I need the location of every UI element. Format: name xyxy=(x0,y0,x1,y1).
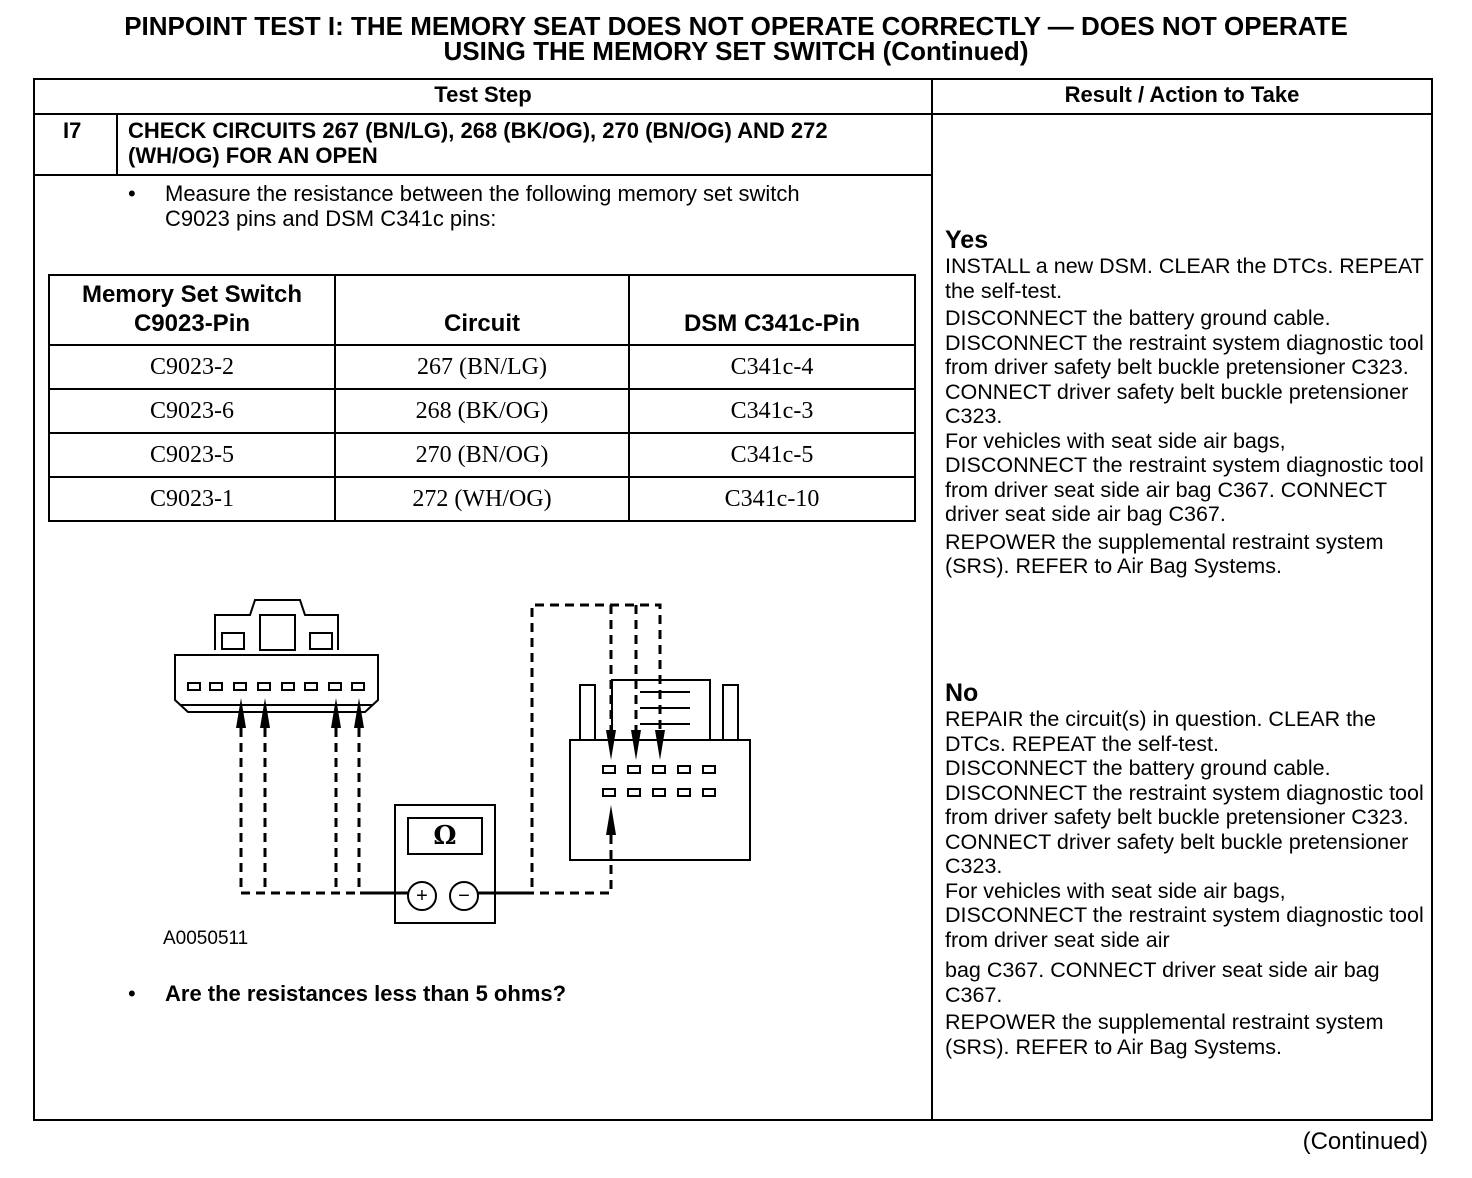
yes-paragraph: INSTALL a new DSM. CLEAR the DTCs. REPEAT the self-test. xyxy=(945,254,1424,303)
table-cell: C9023-5 xyxy=(49,433,335,477)
no-paragraph: For vehicles with seat side air bags, DISCONNECT the restraint system diagnostic tool from driver seat side air xyxy=(945,878,1424,952)
step-number: I7 xyxy=(63,118,82,143)
table-row xyxy=(49,389,915,433)
header-result-action: Result / Action to Take xyxy=(1064,82,1300,107)
yes-paragraph: For vehicles with seat side air bags, DISCONNECT the restraint system diagnostic tool from driver seat side air bag C367. CONNECT driver seat side air bag C367. xyxy=(945,428,1424,526)
title-line-1: PINPOINT TEST I: THE MEMORY SEAT DOES NOT OPERATE CORRECTLY — DOES NOT OPERATE xyxy=(124,11,1348,41)
table-row xyxy=(49,345,915,389)
pin-table-header: Memory Set Switch C9023-Pin xyxy=(49,275,335,345)
table-cell: C9023-1 xyxy=(49,477,335,521)
instruction-bullet xyxy=(128,181,865,231)
result-no xyxy=(945,679,1425,1059)
pin-table xyxy=(48,274,916,522)
question-bullet xyxy=(128,981,865,1006)
yes-paragraph: DISCONNECT the battery ground cable. DISCONNECT the restraint system diagnostic tool from driver safety belt buckle pretensioner C323. CONNECT driver safety belt buckle pretensioner C323. xyxy=(945,306,1424,428)
yes-paragraph: REPOWER the supplemental restraint system (SRS). REFER to Air Bag Systems. xyxy=(945,529,1384,578)
table-cell: 267 (BN/LG) xyxy=(335,345,629,389)
bullet-dot: • xyxy=(128,981,136,1006)
table-row xyxy=(49,477,915,521)
step-title: CHECK CIRCUITS 267 (BN/LG), 268 (BK/OG), 270 (BN/OG) AND 272 (WH/OG) FOR AN OPEN xyxy=(128,118,828,168)
result-yes xyxy=(945,226,1425,579)
no-paragraph: DISCONNECT the battery ground cable. DISCONNECT the restraint system diagnostic tool from driver safety belt buckle pretensioner C323. CONNECT driver safety belt buckle pretensioner C323. xyxy=(945,756,1424,878)
table-cell: C341c-10 xyxy=(629,477,915,521)
page-title xyxy=(0,11,1472,66)
table-cell: C341c-4 xyxy=(629,345,915,389)
table-cell: 272 (WH/OG) xyxy=(335,477,629,521)
header-test-step: Test Step xyxy=(434,82,532,107)
pin-table-header: DSM C341c-Pin xyxy=(629,275,915,345)
bullet-dot: • xyxy=(128,181,136,206)
no-paragraph: REPOWER the supplemental restraint system (SRS). REFER to Air Bag Systems. xyxy=(945,1010,1384,1059)
no-paragraph: REPAIR the circuit(s) in question. CLEAR the DTCs. REPEAT the self-test. xyxy=(945,707,1376,756)
pin-table-header: Circuit xyxy=(335,275,629,345)
table-cell: 268 (BK/OG) xyxy=(335,389,629,433)
figure-id: A0050511 xyxy=(163,928,249,949)
continued-label: (Continued) xyxy=(1302,1128,1428,1155)
table-cell: 270 (BN/OG) xyxy=(335,433,629,477)
header-rule xyxy=(33,113,1433,115)
table-row xyxy=(49,433,915,477)
step-title-rule xyxy=(33,174,933,176)
table-cell: C341c-5 xyxy=(629,433,915,477)
meter-plus-symbol: + xyxy=(416,885,428,907)
question-text: Are the resistances less than 5 ohms? xyxy=(165,981,567,1006)
table-cell: C9023-2 xyxy=(49,345,335,389)
meter-minus-symbol: − xyxy=(458,885,470,907)
no-label: No xyxy=(945,679,979,707)
pin-table-header-row xyxy=(49,275,915,345)
yes-label: Yes xyxy=(945,226,989,254)
meter-ohm-symbol: Ω xyxy=(433,821,457,851)
title-line-2: USING THE MEMORY SET SWITCH (Continued) xyxy=(443,36,1029,66)
no-paragraph: bag C367. CONNECT driver seat side air bag C367. xyxy=(945,958,1380,1007)
column-divider xyxy=(931,78,933,1121)
step-number-divider xyxy=(116,113,118,176)
table-cell: C9023-6 xyxy=(49,389,335,433)
table-cell: C341c-3 xyxy=(629,389,915,433)
instruction-text: Measure the resistance between the following memory set switch C9023 pins and DSM C341c pins: xyxy=(165,181,800,231)
